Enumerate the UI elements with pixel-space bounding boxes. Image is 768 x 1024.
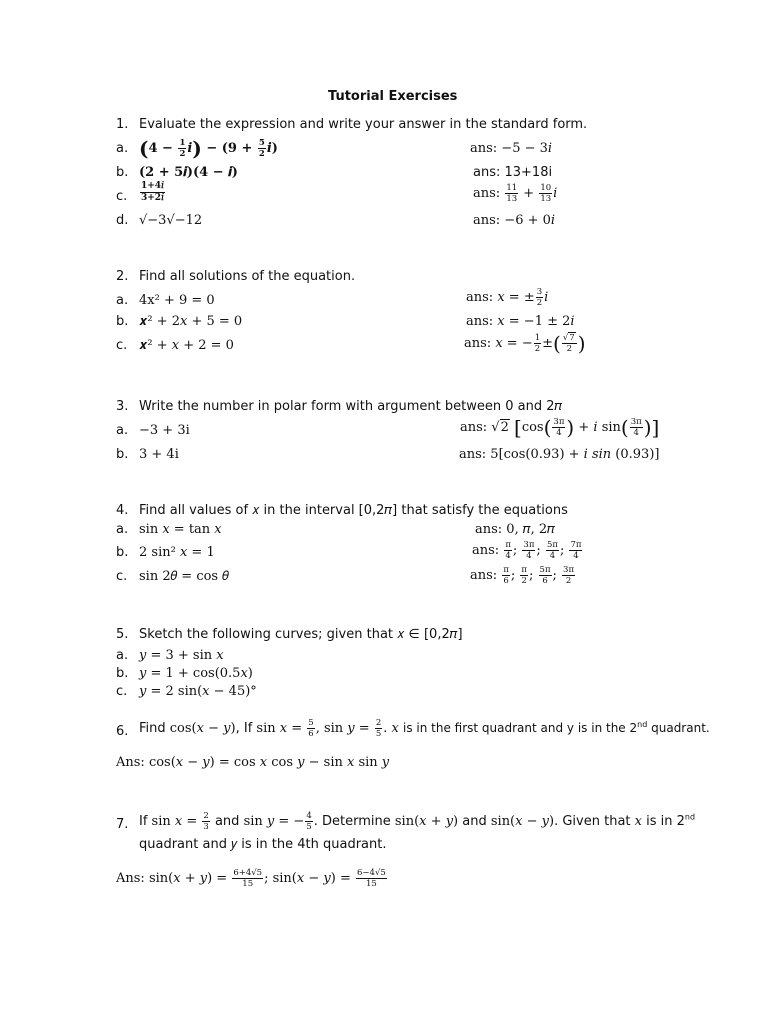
q1d-expression: √−3√−12 [139,213,203,228]
q4-number: 4. [116,503,129,518]
q1c-answer-imaginary: 𝑖 [553,186,558,201]
q7-text: If sin x = $\frac{2}{3}$ and sin y = − $\frac{4}{5}$ . Determine sin(x + y) and sin(x − y). Given that x is in 2nd [139,811,696,832]
q5a-expression: 𝑦 = 3 + sin 𝑥 [139,648,224,663]
q2b-label: b. [116,314,129,329]
q1c-answer-numerator-1: 11 [506,183,518,193]
q1b-answer: ans: 13+18i [473,165,553,180]
q7-answer: Ans: sin(x + y) = $\frac{6+4√5}{15}$ ; sin(x − y) = $\frac{6-4√5}{15}$ [116,868,386,889]
q4a-label: a. [116,522,129,537]
q1c-answer-prefix: ans: [473,186,501,201]
q3a-answer: ans: √2 [cos( $\frac{3\pi}{4}$ ) + i sin( $\frac{3\pi}{4}$ )] [460,415,660,440]
q1c-answer-denominator-1: 13 [506,194,518,204]
q3b-answer: ans: 5[cos(0.93) + 𝑖 𝑠𝑖𝑛 (0.93)] [459,447,660,462]
q2c-expression: 𝒙² + 𝑥 + 2 = 0 [139,338,234,353]
q1a-expression: (4 − $\frac{1}{2}$ i) − (9 + $\frac{5}{2}$ i) [139,136,278,161]
q1a-answer: ans: −5 − 3𝑖 [470,141,553,156]
q6-answer: Ans: cos(𝑥 − 𝑦) = cos 𝑥 cos 𝑦 − sin 𝑥 sin 𝑦 [116,755,390,770]
q4b-label: b. [116,545,129,560]
q4-text: Find all values of 𝑥 in the interval [0,2𝜋] that satisfy the equations [139,503,568,518]
q4b-expression: 2 sin² 𝑥 = 1 [139,545,215,560]
q4a-answer: ans: 0, 𝜋, 2𝜋 [475,522,555,537]
q1d-answer: ans: −6 + 0𝑖 [473,213,556,228]
q4a-expression: sin 𝑥 = tan 𝑥 [139,522,222,537]
q7-number: 7. [116,817,129,832]
q5b-expression: 𝑦 = 1 + cos(0.5𝑥) [139,666,253,681]
q4c-label: c. [116,569,128,584]
q5-text: Sketch the following curves; given that 𝑥 ∈ [0,2𝜋] [139,627,463,642]
q1a-label: a. [116,141,129,156]
q1b-expression: (2 + 5𝒊)(4 − 𝒊) [139,165,238,180]
q3a-expression: −3 + 3i [139,423,190,438]
q2c-answer: ans: x = − $\frac{1}{2}$ ±( $\frac{√7}{2}$ ) [464,331,586,356]
q1c-answer [473,183,557,204]
q5a-label: a. [116,648,129,663]
q6-number: 6. [116,724,129,739]
q1c-answer-denominator-2: 13 [540,194,552,204]
q5-number: 5. [116,627,129,642]
q2-number: 2. [116,269,129,284]
q4c-answer: ans: $\frac{\pi}{6}$ ; $\frac{\pi}{2}$ ; $\frac{5\pi}{6}$ ; $\frac{3\pi}{2}$ [470,565,575,586]
q7-text-line-2: quadrant and 𝑦 is in the 4th quadrant. [139,837,387,852]
q5b-label: b. [116,666,129,681]
q1c-label: c. [116,189,128,204]
q3a-label: a. [116,423,129,438]
q2b-expression: 𝒙² + 2𝑥 + 5 = 0 [139,314,243,329]
q1c-numerator: 1+4𝑖 [141,181,164,191]
q1c-denominator: 3+2𝑖 [141,193,164,203]
q1d-label: d. [116,213,129,228]
q2c-label: c. [116,338,128,353]
q5c-expression: 𝑦 = 2 sin(𝑥 − 45)° [139,684,257,699]
q1b-label: b. [116,165,129,180]
q1c-answer-numerator-2: 10 [540,183,552,193]
q1-text: Evaluate the expression and write your answer in the standard form. [139,117,588,132]
q3-text: Write the number in polar form with argument between 0 and 2𝜋 [139,399,563,414]
q5c-label: c. [116,684,128,699]
q1-number: 1. [116,117,129,132]
q2a-label: a. [116,293,129,308]
q3-number: 3. [116,399,129,414]
q4b-answer: ans: $\frac{\pi}{4}$ ; $\frac{3\pi}{4}$ ; $\frac{5\pi}{4}$ ; $\frac{7\pi}{4}$ [472,540,582,561]
q1c-answer-plus: + [523,186,535,201]
q6-text: Find cos(x − y), If sin x = $\frac{5}{6}$ , sin y = $\frac{2}{5}$ . x is in the first quadrant and y is in the 2nd quadrant. [139,718,710,739]
q3b-label: b. [116,447,129,462]
q4c-expression: sin 2𝜃 = cos 𝜃 [139,569,229,584]
page-title: Tutorial Exercises [328,89,458,104]
q2a-expression: 4x² + 9 = 0 [139,293,215,308]
q1c-expression [139,181,166,204]
q2a-answer: ans: x = ± $\frac{3}{2}$ i [466,287,549,308]
q3b-expression: 3 + 4i [139,447,179,462]
q2b-answer: ans: 𝑥 = −1 ± 2𝑖 [466,314,575,329]
q2-text: Find all solutions of the equation. [139,269,356,284]
